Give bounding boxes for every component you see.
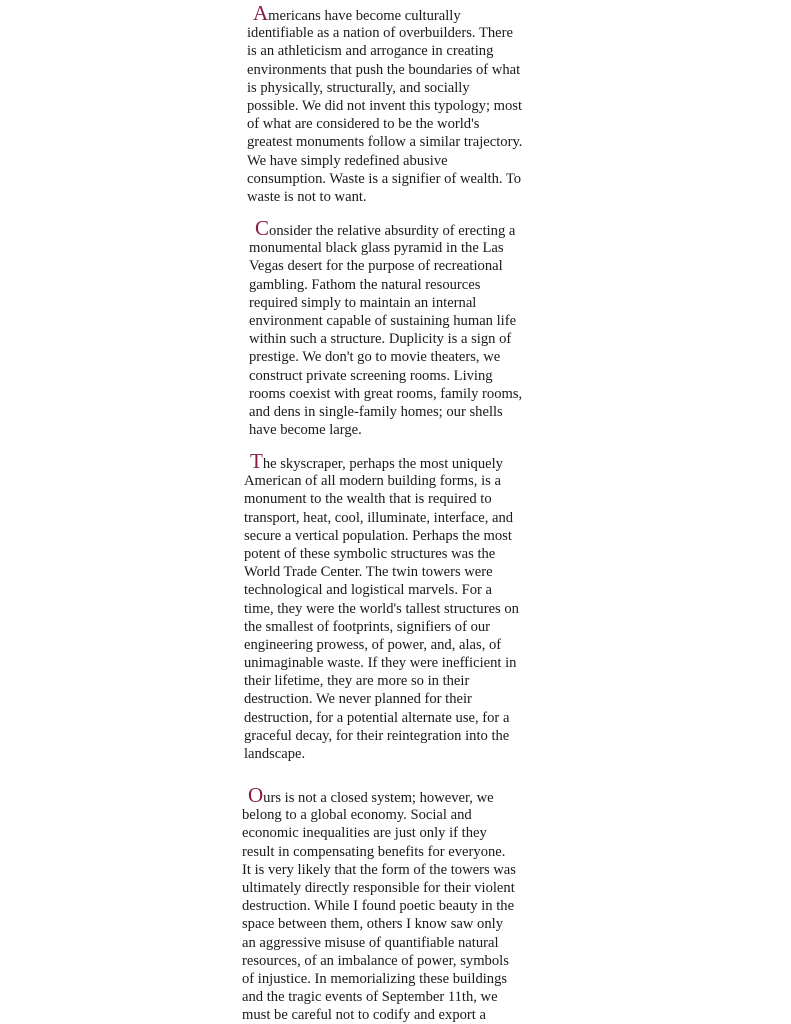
paragraph-line: graceful decay, for their reintegration into the <box>244 727 510 744</box>
paragraph-line: possible. We did not invent this typology; most <box>247 97 523 114</box>
drop-cap: O <box>248 783 264 807</box>
paragraph-line: the smallest of footprints, signifiers of our <box>244 618 491 635</box>
paragraph-line: destruction. We never planned for their <box>244 691 472 708</box>
paragraph-line: Consider the relative absurdity of erecting a <box>255 216 516 240</box>
paragraph-line: prestige. We don't go to movie theaters, we <box>249 349 501 366</box>
paragraph-line: identifiable as a nation of overbuilders. There <box>247 25 513 42</box>
paragraph-line: economic inequalities are just only if they <box>242 825 487 842</box>
paragraph-line: is an athleticism and arrogance in creating <box>247 43 494 60</box>
paragraph-line: their lifetime, they are more so in their <box>244 673 470 690</box>
paragraph-line: time, they were the world's tallest structures on <box>244 600 519 617</box>
paragraph-line: environment capable of sustaining human life <box>249 312 517 329</box>
paragraph-line: destruction, for a potential alternate use, for a <box>244 709 510 726</box>
paragraph-3 <box>244 449 519 763</box>
paragraph-line: transport, heat, cool, illuminate, interface, and <box>244 509 514 526</box>
paragraph-line: Vegas desert for the purpose of recreational <box>249 258 503 275</box>
paragraph-line: monument to the wealth that is required to <box>244 491 492 508</box>
paragraph-line: waste is not to want. <box>247 188 367 205</box>
paragraph-line: required simply to maintain an internal <box>249 294 477 311</box>
paragraph-line: of injustice. In memorializing these buildings <box>242 970 508 987</box>
paragraph-line: resources, of an imbalance of power, symbols <box>242 952 509 969</box>
paragraph-line: We have simply redefined abusive <box>247 152 448 169</box>
paragraph-line: secure a vertical population. Perhaps the most <box>244 527 512 544</box>
drop-cap: C <box>255 216 270 240</box>
paragraph-line: must be careful not to codify and export a <box>242 1007 486 1024</box>
paragraph-line: American of all modern building forms, is a <box>244 473 501 490</box>
paragraph-line: of what are considered to be the world's <box>247 116 480 133</box>
paragraph-line: destruction. While I found poetic beauty in the <box>242 898 515 915</box>
paragraph-line: technological and logistical marvels. For a <box>244 582 493 599</box>
paragraph-line: landscape. <box>244 746 306 762</box>
paragraph-line: World Trade Center. The twin towers were <box>244 564 493 581</box>
paragraph-line: environments that push the boundaries of what <box>247 61 521 78</box>
paragraph-line: result in compensating benefits for everyone. <box>242 843 506 860</box>
paragraph-line: gambling. Fathom the natural resources <box>249 276 481 293</box>
paragraph-line: construct private screening rooms. Living <box>249 367 493 384</box>
paragraph-line: and the tragic events of September 11th, we <box>242 989 498 1006</box>
paragraph-line: The skyscraper, perhaps the most uniquely <box>250 449 503 473</box>
paragraph-line: engineering prowess, of power, and, alas, of <box>244 636 502 653</box>
paragraph-line: Ours is not a closed system; however, we <box>248 783 494 807</box>
paragraph-1 <box>247 1 523 206</box>
paragraph-line: ultimately directly responsible for their violent <box>242 879 515 896</box>
paragraph-line: rooms coexist with great rooms, family rooms, <box>249 385 523 402</box>
paragraph-line: unimaginable waste. If they were inefficient in <box>244 655 517 672</box>
paragraph-line: have become large. <box>249 422 362 439</box>
paragraph-line: consumption. Waste is a signifier of wealth. To <box>247 170 522 187</box>
paragraph-line: It is very likely that the form of the towers was <box>242 861 516 878</box>
paragraph-line: an aggressive misuse of quantifiable natural <box>242 934 499 951</box>
drop-cap: A <box>253 1 269 25</box>
drop-cap: T <box>250 449 263 473</box>
paragraph-2 <box>249 216 523 439</box>
paragraph-line: Americans have become culturally <box>253 1 461 25</box>
paragraph-line: space between them, others I know saw only <box>242 916 503 933</box>
paragraph-4 <box>242 783 516 1024</box>
paragraph-line: greatest monuments follow a similar trajectory. <box>247 134 523 151</box>
paragraph-line: belong to a global economy. Social and <box>242 807 472 824</box>
paragraph-line: within such a structure. Duplicity is a sign of <box>249 331 512 348</box>
paragraph-line: and dens in single-family homes; our shells <box>249 403 503 420</box>
paragraph-line: monumental black glass pyramid in the Las <box>249 240 504 257</box>
paragraph-line: potent of these symbolic structures was the <box>244 545 496 562</box>
paragraph-line: is physically, structurally, and socially <box>247 79 470 96</box>
